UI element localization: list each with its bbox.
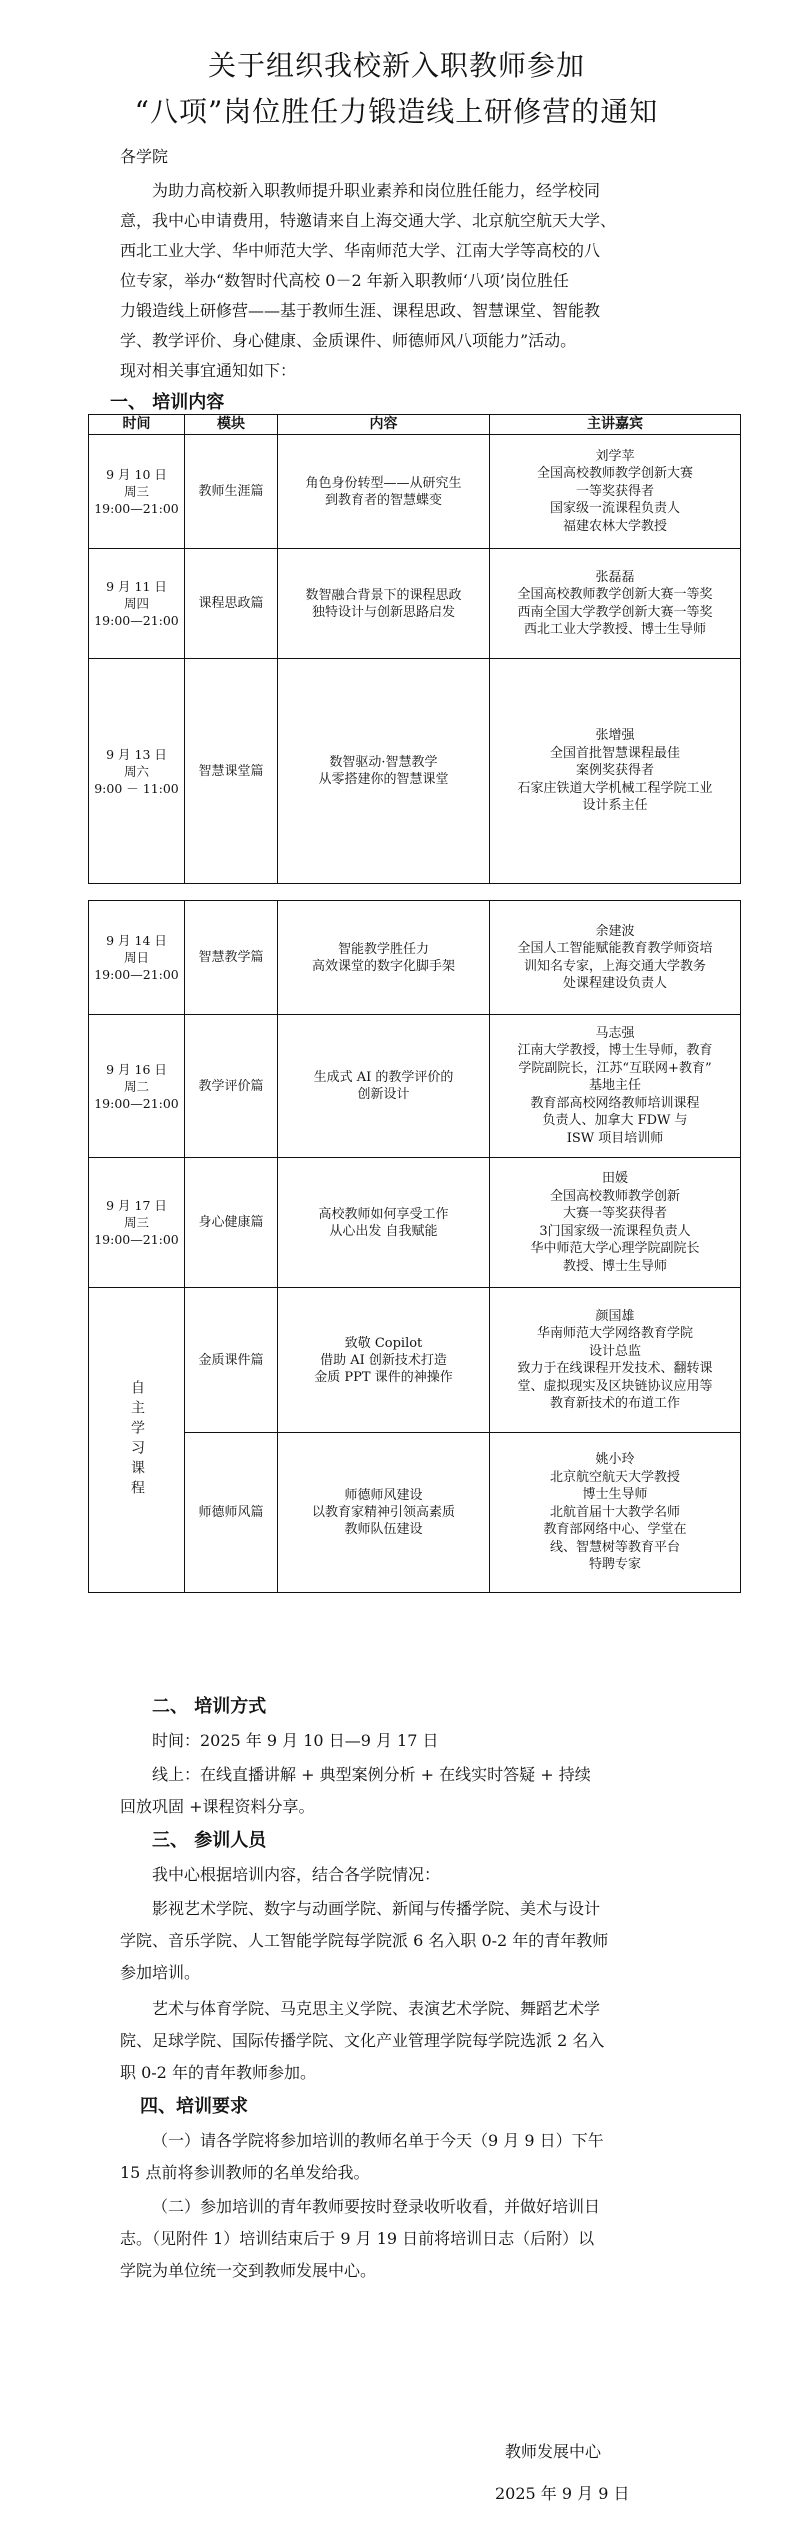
session-content: 高校教师如何享受工作 从心出发 自我赋能 bbox=[278, 1158, 490, 1288]
session-host: 张增强 全国首批智慧课程最佳 案例奖获得者 石家庄铁道大学机械工程学院工业 设计系主任 bbox=[490, 659, 741, 884]
training-online: 线上：在线直播讲解 + 典型案例分析 + 在线实时答疑 + 持续 bbox=[152, 1765, 591, 1784]
session-content: 师德师风建设 以教育家精神引领高素质 教师队伍建设 bbox=[278, 1433, 490, 1593]
session-content: 数智驱动·智慧教学 从零搭建你的智慧课堂 bbox=[278, 659, 490, 884]
session-content: 数智融合背景下的课程思政 独特设计与创新思路启发 bbox=[278, 549, 490, 659]
session-date: 9 月 13 日 周六 9:00 － 11:00 bbox=[89, 659, 185, 884]
section-title-training-method: 二、 培训方式 bbox=[152, 1696, 267, 1717]
session-content: 智能教学胜任力 高效课堂的数字化脚手架 bbox=[278, 901, 490, 1015]
title-line-1: 关于组织我校新入职教师参加 bbox=[207, 49, 585, 82]
session-host: 马志强 江南大学教授，博士生导师，教育 学院副院长，江苏“互联网+教育” 基地主任 教育部高校网络教师培训课程 负责人、加拿大 FDW 与 ISW 项目培训师 bbox=[490, 1015, 741, 1158]
participants-intro: 我中心根据培训内容，结合各学院情况： bbox=[152, 1865, 441, 1884]
signature-date: 2025 年 9 月 9 日 bbox=[495, 2484, 630, 2503]
header-content: 内容 bbox=[278, 415, 490, 435]
self-study-group bbox=[89, 1288, 185, 1593]
session-module: 教师生涯篇 bbox=[185, 435, 278, 549]
requirement-2: 学院为单位统一交到教师发展中心。 bbox=[120, 2261, 377, 2280]
participants-group1: 学院、音乐学院、人工智能学院每学院派 6 名入职 0-2 年的青年教师 bbox=[120, 1931, 609, 1950]
session-module: 身心健康篇 bbox=[185, 1158, 278, 1288]
table-row bbox=[89, 1433, 741, 1593]
table-row bbox=[89, 1015, 741, 1158]
training-online-cont: 回放巩固 +课程资料分享。 bbox=[120, 1797, 315, 1816]
session-content: 角色身份转型——从研究生 到教育者的智慧蝶变 bbox=[278, 435, 490, 549]
requirement-1: 15 点前将参训教师的名单发给我。 bbox=[120, 2163, 370, 2182]
table-row bbox=[89, 435, 741, 549]
participants-group2: 院、足球学院、国际传播学院、文化产业管理学院每学院选派 2 名入 bbox=[120, 2031, 605, 2050]
section-title-participants: 三、 参训人员 bbox=[152, 1830, 267, 1851]
session-date: 9 月 14 日 周日 19:00—21:00 bbox=[89, 901, 185, 1015]
session-date: 9 月 17 日 周三 19:00—21:00 bbox=[89, 1158, 185, 1288]
self-study-label: 自主学习课程 bbox=[129, 1380, 145, 1500]
section-title-training-content: 一、 培训内容 bbox=[110, 392, 225, 413]
session-host: 田媛 全国高校教师教学创新 大赛一等奖获得者 3门国家级一流课程负责人 华中师范大学心理学院副院长 教授、博士生导师 bbox=[490, 1158, 741, 1288]
participants-group2: 艺术与体育学院、马克思主义学院、表演艺术学院、舞蹈艺术学 bbox=[152, 1999, 601, 2018]
title-line-2: “八项”岗位胜任力锻造线上研修营的通知 bbox=[134, 95, 659, 128]
session-host: 姚小玲 北京航空航天大学教授 博士生导师 北航首届十大教学名师 教育部网络中心、学堂在 线、智慧树等教育平台 特聘专家 bbox=[490, 1433, 741, 1593]
table-row bbox=[89, 1158, 741, 1288]
session-date: 9 月 16 日 周二 19:00—21:00 bbox=[89, 1015, 185, 1158]
header-host: 主讲嘉宾 bbox=[490, 415, 741, 435]
header-time: 时间 bbox=[89, 415, 185, 435]
session-module: 教学评价篇 bbox=[185, 1015, 278, 1158]
participants-group1: 参加培训。 bbox=[120, 1963, 201, 1982]
schedule-table-part1 bbox=[88, 414, 741, 884]
table-row bbox=[89, 1288, 741, 1433]
intro-line: 意，我中心申请费用，特邀请来自上海交通大学、北京航空航天大学、 bbox=[120, 211, 617, 230]
table-row bbox=[89, 549, 741, 659]
intro-line: 现对相关事宜通知如下： bbox=[120, 361, 297, 380]
table-row bbox=[89, 901, 741, 1015]
requirement-1: （一）请各学院将参加培训的教师名单于今天（9 月 9 日）下午 bbox=[152, 2131, 604, 2150]
session-date: 9 月 11 日 周四 19:00—21:00 bbox=[89, 549, 185, 659]
session-date: 9 月 10 日 周三 19:00—21:00 bbox=[89, 435, 185, 549]
section-title-requirements: 四、培训要求 bbox=[140, 2096, 248, 2117]
intro-line: 为助力高校新入职教师提升职业素养和岗位胜任能力，经学校同 bbox=[152, 181, 601, 200]
requirement-2: 志。（见附件 1）培训结束后于 9 月 19 日前将培训日志（后附）以 bbox=[120, 2229, 595, 2248]
table-header-row bbox=[89, 415, 741, 435]
intro-line: 力锻造线上研修营——基于教师生涯、课程思政、智慧课堂、智能教 bbox=[120, 301, 601, 320]
session-content: 致敬 Copilot 借助 AI 创新技术打造 金质 PPT 课件的神操作 bbox=[278, 1288, 490, 1433]
intro-line: 学、教学评价、身心健康、金质课件、师德师风八项能力”活动。 bbox=[120, 331, 577, 350]
participants-group1: 影视艺术学院、数字与动画学院、新闻与传播学院、美术与设计 bbox=[152, 1899, 601, 1918]
session-host: 余建波 全国人工智能赋能教育教学师资培 训知名专家，上海交通大学教务 处课程建设负责人 bbox=[490, 901, 741, 1015]
session-module: 课程思政篇 bbox=[185, 549, 278, 659]
requirement-2: （二）参加培训的青年教师要按时登录收听收看，并做好培训日 bbox=[152, 2197, 601, 2216]
table-row bbox=[89, 659, 741, 884]
session-module: 智慧课堂篇 bbox=[185, 659, 278, 884]
session-module: 智慧教学篇 bbox=[185, 901, 278, 1015]
session-host: 张磊磊 全国高校教师教学创新大赛一等奖 西南全国大学教学创新大赛一等奖 西北工业大学教授、博士生导师 bbox=[490, 549, 741, 659]
session-host: 颜国雄 华南师范大学网络教育学院 设计总监 致力于在线课程开发技术、翻转课 堂、虚拟现实及区块链协议应用等 教育新技术的布道工作 bbox=[490, 1288, 741, 1433]
intro-line: 西北工业大学、华中师范大学、华南师范大学、江南大学等高校的八 bbox=[120, 241, 601, 260]
salutation: 各学院 bbox=[120, 147, 169, 166]
training-time: 时间：2025 年 9 月 10 日—9 月 17 日 bbox=[152, 1731, 439, 1750]
participants-group2: 职 0-2 年的青年教师参加。 bbox=[120, 2063, 316, 2082]
session-content: 生成式 AI 的教学评价的 创新设计 bbox=[278, 1015, 490, 1158]
session-module: 师德师风篇 bbox=[185, 1433, 278, 1593]
schedule-table-part2 bbox=[88, 900, 741, 1593]
session-host: 刘学苹 全国高校教师教学创新大赛 一等奖获得者 国家级一流课程负责人 福建农林大学教授 bbox=[490, 435, 741, 549]
session-module: 金质课件篇 bbox=[185, 1288, 278, 1433]
header-module: 模块 bbox=[185, 415, 278, 435]
intro-line: 位专家，举办“数智时代高校 0－2 年新入职教师‘八项’岗位胜任 bbox=[120, 271, 569, 290]
signature-org: 教师发展中心 bbox=[505, 2442, 602, 2461]
